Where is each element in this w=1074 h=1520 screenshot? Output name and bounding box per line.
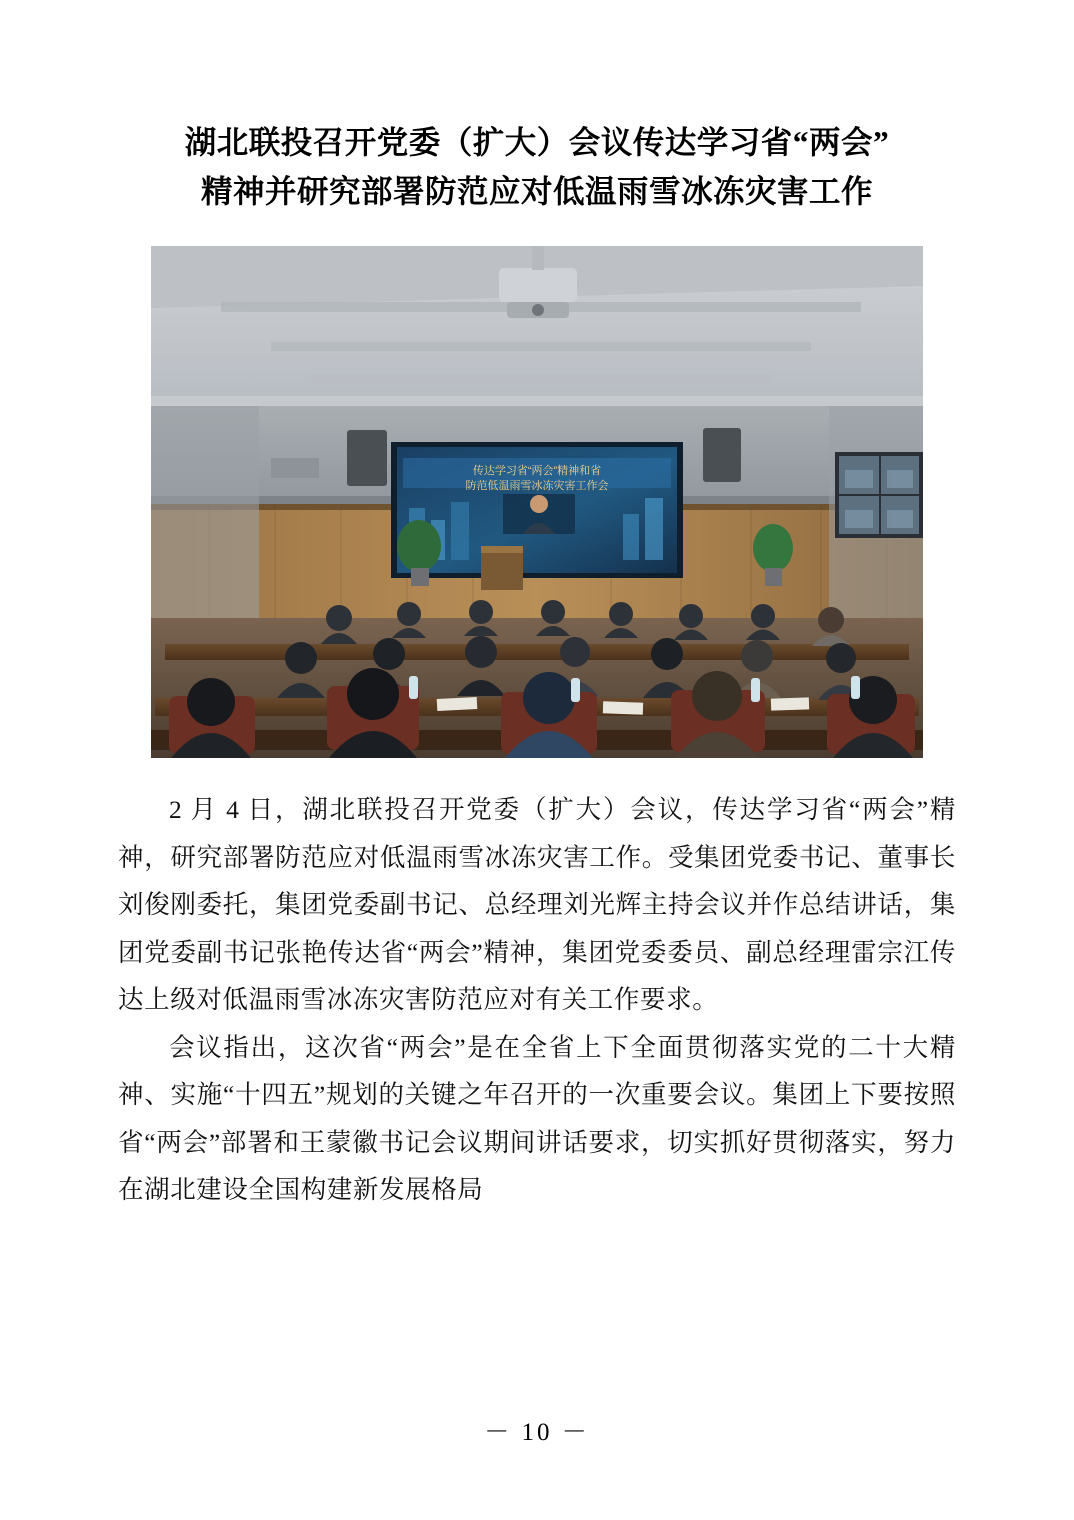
svg-text:传达学习省“两会”精神和省: 传达学习省“两会”精神和省 [472, 465, 602, 477]
meeting-photo [151, 246, 923, 758]
paragraph-2: 会议指出，这次省“两会”是在全省上下全面贯彻落实党的二十大精神、实施“十四五”规划的关键之年召开的一次重要会议。集团上下要按照省“两会”部署和王蒙徽书记会议期间讲话要求，切实抓好贯彻落实，努力在湖北建设全国构建新发展格局 [118, 1032, 956, 1204]
svg-text:防范低温雨雪冰冻灾害工作会: 防范低温雨雪冰冻灾害工作会 [465, 480, 609, 492]
paragraph-1: 2 月 4 日，湖北联投召开党委（扩大）会议，传达学习省“两会”精神，研究部署防范应对低温雨雪冰冻灾害工作。受集团党委书记、董事长刘俊刚委托，集团党委副书记、总经理刘光辉主持会议并作总结讲话，集团党委副书记张艳传达省“两会”精神，集团党委委员、副总经理雷宗江传达上级对低温雨雪冰冻灾害防范应对有关工作要求。 [118, 795, 956, 1014]
page-title-line-1: 湖北联投召开党委（扩大）会议传达学习省“两会” [184, 125, 890, 160]
page-title [0, 0, 1074, 216]
article-body [0, 758, 1074, 1214]
page-title-line-2: 精神并研究部署防范应对低温雨雪冰冻灾害工作 [200, 174, 873, 209]
page-number: － 10 － [484, 1419, 590, 1446]
